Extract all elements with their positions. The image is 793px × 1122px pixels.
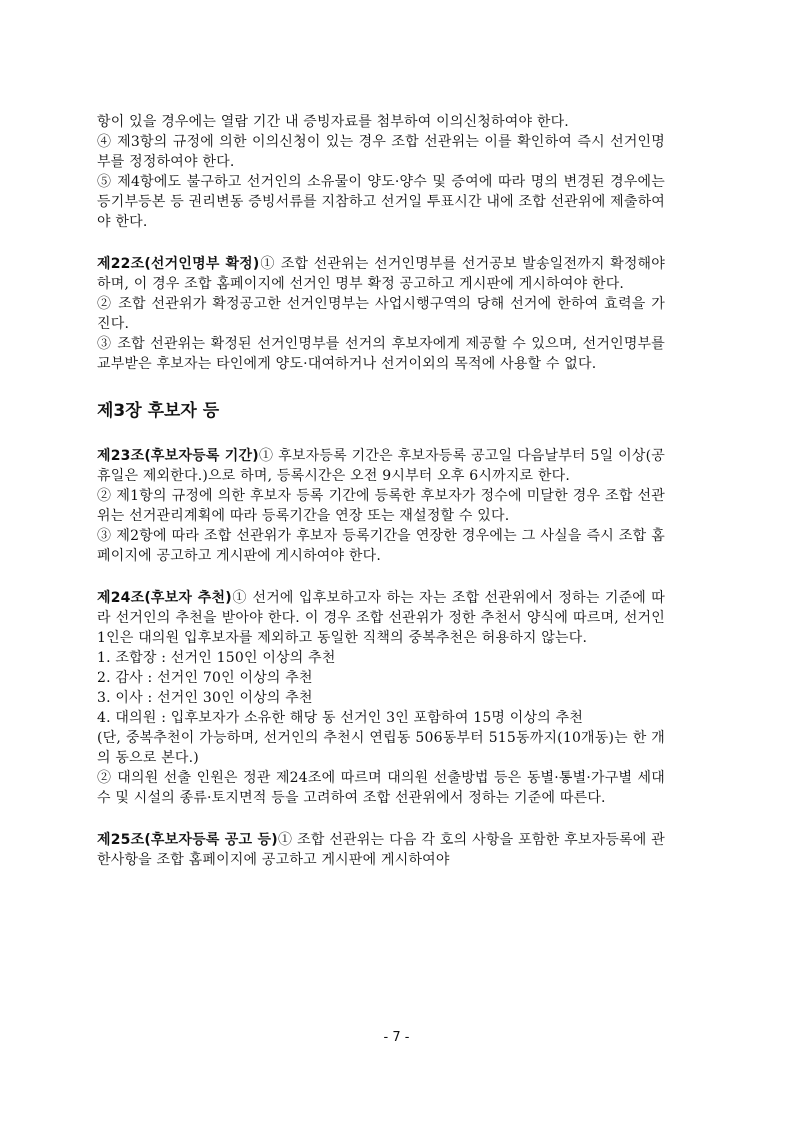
article25-title: 제25조(후보자등록 공고 등) [97,832,278,848]
article22-clause-3: ③ 조합 선관위는 확정된 선거인명부를 선거의 후보자에게 제공할 수 있으며, 선거인명부를 교부받은 후보자는 타인에게 양도·대여하거나 선거이외의 목적에 사용할 수 없다. [97,336,665,372]
article24-clause-1 [97,588,665,648]
document-body [97,112,665,870]
article21-clause-5: ⑤ 제4항에도 불구하고 선거인의 소유물이 양도·양수 및 증여에 따라 명의 변경된 경우에는 등기부등본 등 권리변동 증빙서류를 지참하고 선거일 투표시간 내에 조합 선관위에 제출하여야 한다. [97,174,666,230]
page-number: - 7 - [383,1030,410,1045]
article22-title: 제22조(선거인명부 확정) [97,256,260,272]
article24-clause-2: ② 대의원 선출 인원은 정관 제24조에 따르며 대의원 선출방법 등은 동별·통별·가구별 세대수 및 시설의 종류·토지면적 등을 고려하여 조합 선관위에서 정하는 기준에 따른다. [97,770,665,806]
article25-clause-1 [97,830,665,870]
article23-clause-3: ③ 제2항에 따라 조합 선관위가 후보자 등록기간을 연장한 경우에는 그 사실을 즉시 조합 홈페이지에 공고하고 게시판에 게시하여야 한다. [97,528,665,564]
article23-clause-1-text: ① 후보자등록 기간은 후보자등록 공고일 다음날부터 5일 이상(공휴일은 제외한다.)으로 하며, 등록시간은 오전 9시부터 오후 6시까지로 한다. [97,448,665,484]
article24-item-3: 3. 이사 : 선거인 30인 이상의 추천 [97,690,313,706]
article23-title: 제23조(후보자등록 기간) [97,448,259,464]
article-23 [97,446,665,566]
article24-note: (단, 중복추천이 가능하며, 선거인의 추천시 연립동 506동부터 515동까지(10개동)는 한 개의 동으로 본다.) [97,730,665,766]
article23-clause-2: ② 제1항의 규정에 의한 후보자 등록 기간에 등록한 후보자가 정수에 미달한 경우 조합 선관위는 선거관리계획에 따라 등록기간을 연장 또는 재설정할 수 있다. [97,488,665,524]
article21-continuation-paragraph: 항이 있을 경우에는 열람 기간 내 증빙자료를 첨부하여 이의신청하여야 한다. [97,114,569,130]
article-24 [97,588,665,808]
article22-clause-1-text: ① 조합 선관위는 선거인명부를 선거공보 발송일전까지 확정해야 하며, 이 경우 조합 홈페이지에 선거인 명부 확정 공고하고 게시판에 게시하여야 한다. [97,256,665,292]
article24-item-4: 4. 대의원 : 입후보자가 소유한 해당 동 선거인 3인 포함하여 15명 이상의 추천 [97,710,584,726]
article22-clause-1 [97,254,665,294]
chapter-3-heading: 제3장 후보자 등 [97,401,220,421]
article24-item-2: 2. 감사 : 선거인 70인 이상의 추천 [97,670,313,686]
article23-clause-1 [97,446,665,486]
article25-clause-1-text: ① 조합 선관위는 다음 각 호의 사항을 포함한 후보자등록에 관한사항을 조합 홈페이지에 공고하고 게시판에 게시하여야 [97,832,665,868]
article24-title: 제24조(후보자 추천) [97,590,232,606]
article-22 [97,254,665,374]
article-25 [97,830,665,870]
article22-clause-2: ② 조합 선관위가 확정공고한 선거인명부는 사업시행구역의 당해 선거에 한하여 효력을 가진다. [97,296,665,332]
article24-item-1: 1. 조합장 : 선거인 150인 이상의 추천 [97,650,336,666]
article21-clause-4: ④ 제3항의 규정에 의한 이의신청이 있는 경우 조합 선관위는 이를 확인하여 즉시 선거인명부를 정정하여야 한다. [97,134,665,170]
article24-clause-1-text: ① 선거에 입후보하고자 하는 자는 조합 선관위에서 정하는 기준에 따라 선거인의 추천을 받아야 한다. 이 경우 조합 선관위가 정한 추천서 양식에 따르며, 선거인 1인은 대의원 입후보자를 제외하고 동일한 직책의 중복추천은 허용하지 않는다. [97,590,665,646]
